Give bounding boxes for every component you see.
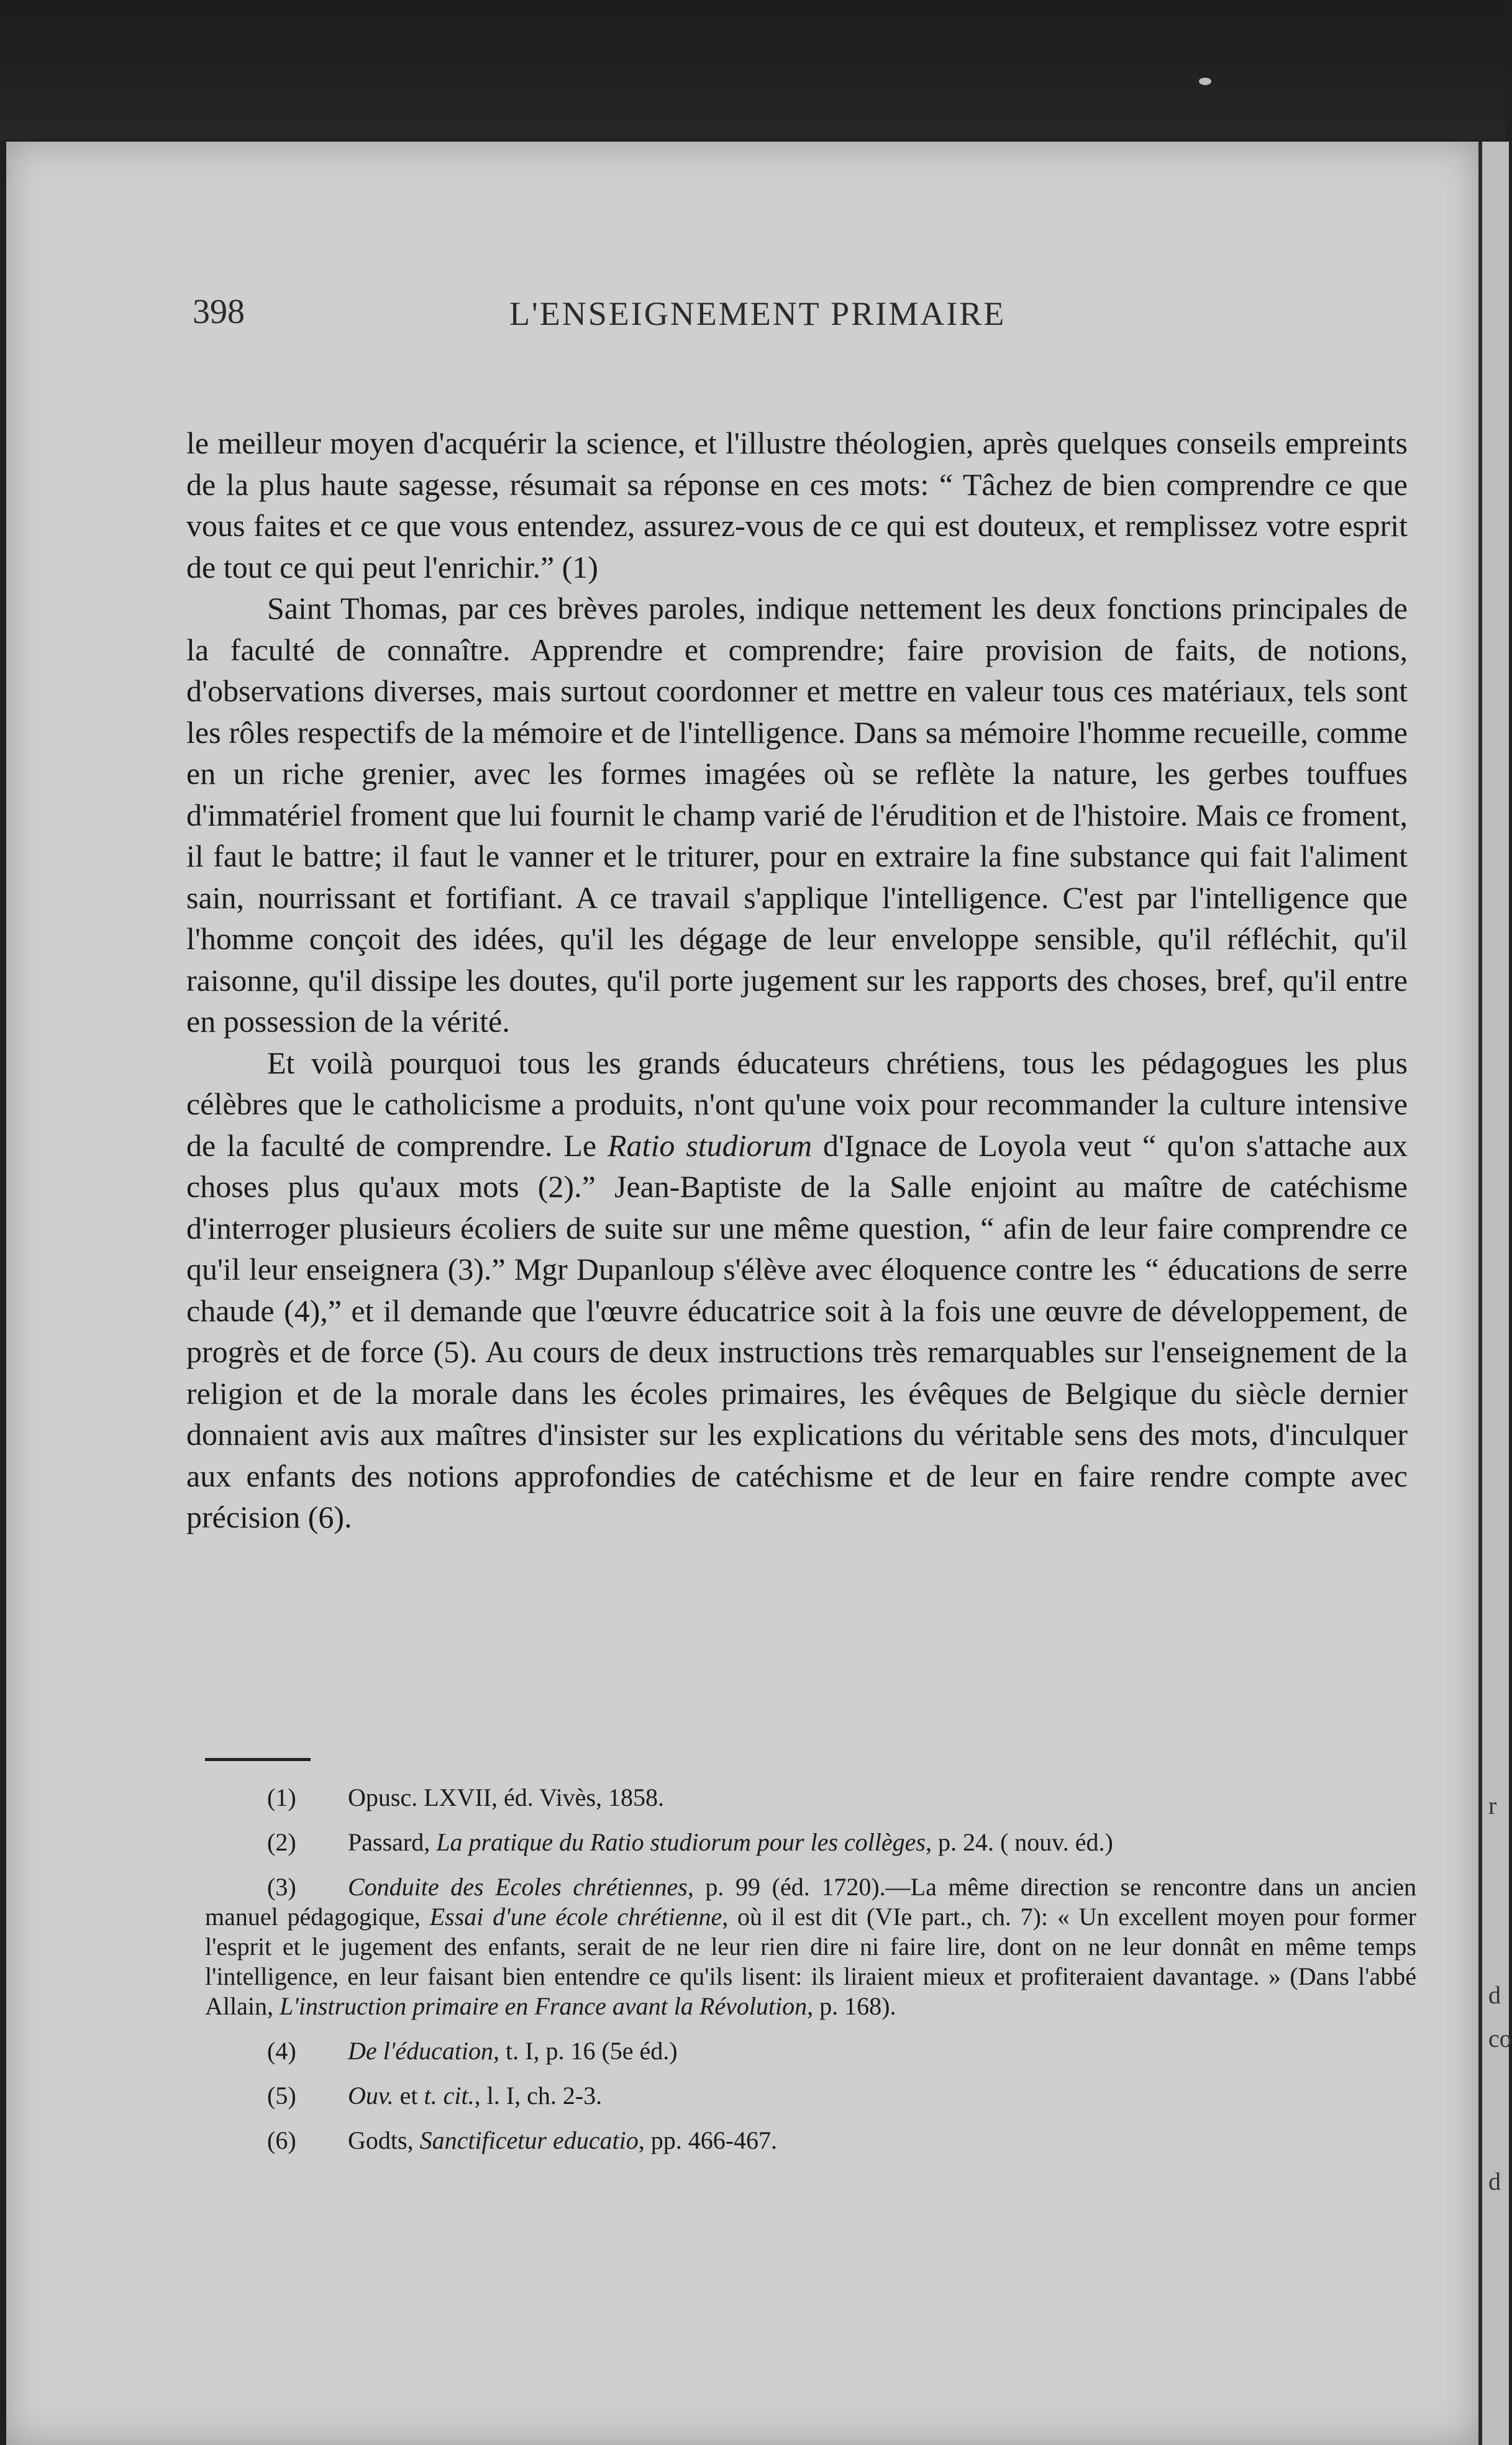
footnote-italic: Conduite des Ecoles chrétiennes — [348, 1873, 688, 1901]
footnote-text: , pp. 466-467. — [638, 2126, 778, 2154]
adjacent-page-edge — [1478, 142, 1512, 2445]
footnote-text: , où il est dit (VIe part., ch. 7): « Un excellent moyen pour former l'esprit et le jugement des enfants, serait de ne leur rien dire ni faire lire, dont on ne leur donnât en même temps l'intelligence, en leur faisant bien entendre ce qu'ils lisent: ils liraient mieux et profiteraient davantage. » (Dans l'abbé Allain, — [205, 1903, 1417, 2020]
footnote — [205, 2081, 1416, 2111]
footnote — [205, 2036, 1416, 2066]
footnote — [205, 1872, 1416, 2021]
margin-fragment: co — [1488, 2024, 1512, 2052]
footnote-text: , l. I, ch. 2-3. — [474, 2082, 603, 2110]
footnote-number: (1) — [267, 1783, 296, 1811]
footnote-text: , t. I, p. 16 (5e éd.) — [493, 2037, 678, 2065]
footnote — [205, 1828, 1416, 1857]
footnote-text: et — [393, 2082, 424, 2110]
footnote-text: , p. 99 (éd. 1720).—La même direction se rencontre dans un ancien manuel pédagogique, — [205, 1873, 1417, 1931]
page-header — [0, 292, 1505, 335]
footnote-italic: Sanctificetur educatio — [419, 2126, 639, 2154]
footnote-italic: Essai d'une école chrétienne — [429, 1903, 722, 1931]
footnotes — [205, 1783, 1416, 2170]
paragraph — [186, 1042, 1408, 1538]
footnote-separator — [205, 1758, 311, 1761]
margin-fragment: d — [1488, 1981, 1501, 2009]
footnote-number: (3) — [267, 1873, 296, 1901]
footnote — [205, 2126, 1416, 2156]
footnote-italic: L'instruction primaire en France avant la Révolution — [279, 1992, 808, 2020]
scan-background — [0, 0, 1505, 140]
paragraph: le meilleur moyen d'acquérir la science, et l'illustre théologien, après quelques conseils empreints de la plus haute sagesse, résumait sa réponse en ces mots: “ Tâchez de bien comprendre ce que vous faites et ce que vous entendez, assurez-vous de ce qui est douteux, et remplissez votre esprit de tout ce qui peut l'enrichir.” (1) — [186, 426, 1408, 585]
footnote-number: (6) — [267, 2126, 296, 2154]
footnote-number: (5) — [267, 2082, 296, 2110]
footnote-text: , p. 168). — [807, 1992, 896, 2020]
body-text — [186, 422, 1408, 1538]
scan-speck — [1199, 78, 1211, 85]
footnote — [205, 1783, 1416, 1813]
footnote-italic: La pratique du Ratio studiorum pour les collèges — [436, 1828, 926, 1856]
paragraph-text: d'Ignace de Loyola veut “ qu'on s'attache aux choses plus qu'aux mots (2).” Jean-Baptiste de la Salle enjoint au maître de catéchisme d'interroger plusieurs écoliers de suite sur une même question, “ afin de leur faire comprendre ce qu'il leur enseignera (3).” Mgr Dupanloup s'élève avec éloquence contre les “ éducations de serre chaude (4),” et il demande que l'œuvre éducatrice soit à la fois une œuvre de développement, de progrès et de force (5). Au cours de deux instructions très remarquables sur l'enseignement de la religion et de la morale dans les écoles primaires, les évêques de Belgique du siècle dernier donnaient avis aux maîtres d'insister sur les explications du véritable sens des mots, d'inculquer aux enfants des notions approfondies de catéchisme et de leur en faire rendre compte avec précision (6). — [186, 1127, 1408, 1534]
italic-title: Ratio studiorum — [608, 1127, 813, 1163]
paragraph-text: Et voilà pourquoi tous les grands éducateurs chrétiens, tous les pédagogues les plus célèbres que le catholicisme a produits, n'ont qu'une voix pour recommander la culture intensive de la faculté de comprendre. Le — [186, 1045, 1408, 1163]
margin-fragment: r — [1488, 1792, 1497, 1819]
page-number: 398 — [193, 293, 245, 331]
footnote-number: (4) — [267, 2037, 296, 2065]
footnote-text: Opusc. LXVII, éd. Vivès, 1858. — [348, 1783, 665, 1811]
footnote-italic: De l'éducation — [348, 2037, 494, 2065]
footnote-number: (2) — [267, 1828, 296, 1856]
footnote-text: Passard, — [348, 1828, 437, 1856]
footnote-text: Godts, — [348, 2126, 420, 2154]
margin-fragment: d — [1488, 2167, 1501, 2195]
footnote-text: , p. 24. ( nouv. éd.) — [925, 1828, 1113, 1856]
footnote-italic: Ouv. — [348, 2082, 394, 2110]
footnote-italic: t. cit. — [424, 2082, 475, 2110]
running-title: L'ENSEIGNEMENT PRIMAIRE — [509, 295, 1006, 332]
paragraph: Saint Thomas, par ces brèves paroles, indique nettement les deux fonctions principales de la faculté de connaître. Apprendre et comprendre; faire provision de faits, de notions, d'observations diverses, mais surtout coordonner et mettre en valeur tous ces matériaux, tels sont les rôles respectifs de la mémoire et de l'intelligence. Dans sa mémoire l'homme recueille, comme en un riche grenier, avec les formes imagées où se reflète la nature, les gerbes touffues d'immatériel froment que lui fournit le champ varié de l'érudition et de l'histoire. Mais ce froment, il faut le battre; il faut le vanner et le triturer, pour en extraire la fine substance qui fait l'aliment sain, nourrissant et fortifiant. A ce travail s'applique l'intelligence. C'est par l'intelligence que l'homme conçoit des idées, qu'il les dégage de leur enveloppe sensible, qu'il réfléchit, qu'il raisonne, qu'il dissipe les doutes, qu'il porte jugement sur les rapports des choses, bref, qu'il entre en possession de la vérité. — [186, 591, 1408, 1039]
